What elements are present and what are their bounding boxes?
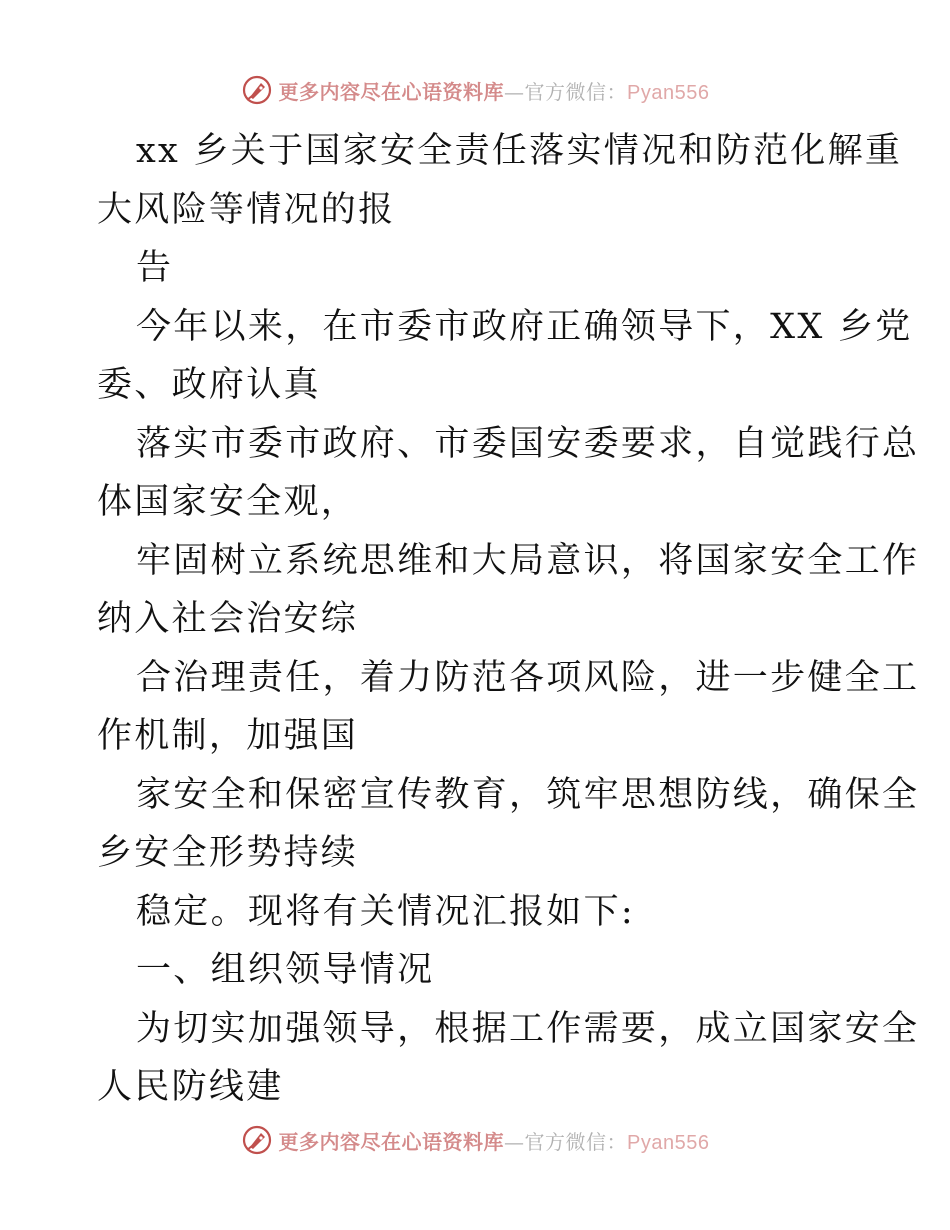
watermark-brand: 更多内容尽在心语资料库 <box>278 1129 505 1154</box>
header-watermark <box>0 70 950 110</box>
pen-nib-logo-icon <box>241 74 273 106</box>
section-heading: 一、组织领导情况 <box>136 950 435 990</box>
watermark-wechat-label: 官方微信： <box>524 79 628 104</box>
paragraph-line: 委、政府认真 <box>97 365 321 405</box>
watermark-text <box>279 76 710 105</box>
title-line-3: 告 <box>136 248 174 288</box>
watermark-separator: — <box>504 1129 525 1154</box>
paragraph-line: 体国家安全观， <box>97 482 359 522</box>
footer-watermark <box>0 1120 950 1160</box>
paragraph-line: 为切实加强领导，根据工作需要，成立国家安全 <box>136 1008 920 1049</box>
paragraph-line: 人民防线建 <box>97 1067 284 1107</box>
watermark-banner <box>241 1124 710 1156</box>
title-line-2: 大风险等情况的报 <box>97 189 396 230</box>
watermark-text <box>279 1126 710 1155</box>
watermark-brand: 更多内容尽在心语资料库 <box>278 79 505 104</box>
document-body <box>97 122 920 1117</box>
pen-nib-logo-icon <box>241 1124 273 1156</box>
paragraph-line: 纳入社会治安综 <box>97 599 359 639</box>
paragraph-line: 家安全和保密宣传教育，筑牢思想防线，确保全 <box>136 774 920 815</box>
watermark-wechat-id: Pyan556 <box>627 81 710 104</box>
title-line-1: xx 乡关于国家安全责任落实情况和防范化解重 <box>136 131 903 171</box>
paragraph-line: 今年以来，在市委市政府正确领导下，XX 乡党 <box>136 306 913 347</box>
paragraph-line: 合治理责任，着力防范各项风险，进一步健全工 <box>136 657 920 698</box>
watermark-banner <box>241 74 710 106</box>
watermark-separator: — <box>504 79 525 104</box>
paragraph-line: 稳定。现将有关情况汇报如下: <box>136 891 635 932</box>
paragraph-line: 落实市委市政府、市委国安委要求，自觉践行总 <box>136 423 920 464</box>
paragraph-line: 乡安全形势持续 <box>97 833 359 873</box>
watermark-wechat-id: Pyan556 <box>627 1131 710 1154</box>
paragraph-line: 牢固树立系统思维和大局意识，将国家安全工作 <box>136 540 920 581</box>
watermark-wechat-label: 官方微信： <box>524 1129 628 1154</box>
paragraph-line: 作机制，加强国 <box>97 716 359 756</box>
